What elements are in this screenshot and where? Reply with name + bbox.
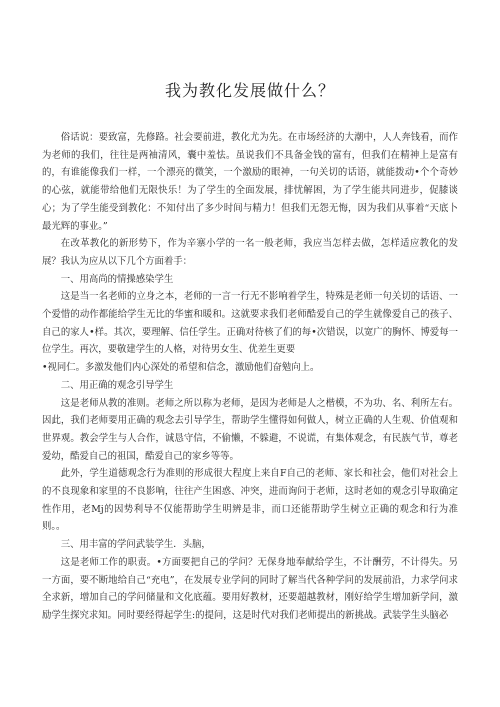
paragraph-section-1-cont: •视同仁。多激发他们内心深处的希望和信念，激励他们奋勉向上。 <box>42 362 320 374</box>
page-title: 我为教化发展做什么？ <box>164 81 335 100</box>
paragraph-intro: 俗话说：要致富，先修路。社会要前进，教化尤为先。在市场经济的大潮中，人人奔钱看，而作为老师的我们，往往是两袖清风，囊中羞怯。虽说我们不具备金钱的富有，但我们在精神上是富有的，有谁能像我们一样，一个漂亮的微笑，一个激励的眼神，一句关切的话语，就能拨动•个个奇妙的心弦，就能带给他们无限快乐！为了学生的全面发展，排忧解困，为了学生能共同进步，促膝谈心；为了学生能受到教化：不知付出了多少时间与精力！但我们无怨无悔，因为我们从事着“天底卜最光辉的事业。” <box>42 132 458 232</box>
section-heading-1: 一、用高尚的情操感染学生 <box>60 273 174 285</box>
paragraph-section-2: 这是老师从教的准则。老师之所以称为老师，是因为老师是人之楷模，不为功、名、利所左右。因此，我们老师要用正确的观念去引导学生，帮助学生懂得如何做人，树立正确的人生观、价值观和世界观。教会学生与人合作，诚恳守信，不偷懒，不躲避，不说谎，有集体观念，有民族气节，尊老爱幼，酷爱自己的祖国，酷爱自己的家乡等等。 <box>42 397 458 462</box>
section-heading-2: 二、用正确的观念引导学生 <box>60 379 174 391</box>
section-heading-3: 三、用丰富的学问武装学生．头脑， <box>60 539 211 551</box>
paragraph-section-3: 这是老师工作的职责。•方面要把自己的学问？无保身地奉献给学生，不计酬劳，不计得失。另一方面，要不断地给自己“充电”，在发展专业学问的同时了解当代各种学问的发展前沿，力求学问求全求新，增加自己的学问储量和文化底蕴。要用好教材，还要超越教材，刚好给学生增加新学问，激励学生探究求知。同时要经得起学生:的提问，这是时代对我们老师提出的新挑战。武装学生头脑必 <box>42 556 458 621</box>
paragraph-context: 在改革教化的新形势下，作为辛寨小学的一名一般老师，我应当怎样去做，怎样适应教化的发展？我认为应从以下几个方面着手： <box>42 238 458 267</box>
paragraph-section-1: 这是当一名老师的立身之本，老师的一言一行无不影响着学生，特殊是老师一句关切的话语、一个爱惜的动作都能给学生无比的华蜜和暖和。这就要求我们老师酷爱自己的学生就像爱自己的孩子、自己的家人•样。其次，要理解、信任学生。正确对待核了们的每•次错误，以宽广的胸怀、博爱每一位学生。再次，要敬建学生的人格，对待男女生、优差生更要 <box>42 291 458 356</box>
paragraph-section-2-extra: 此外，学生道德观念行为准则的形成很大程度上来自F自己的老师、家长和社会，他们对社会上的不良现象和家里的不良影响，往往产生困惑、冲突，进而询问于老师，这时老如的观念引导取确定性作用，老Mj的因势利导不仅能帮助学生明辨是非，而口还能帮助学生树立正确的观念和行为准则。。 <box>42 468 458 533</box>
document-body <box>42 129 458 625</box>
